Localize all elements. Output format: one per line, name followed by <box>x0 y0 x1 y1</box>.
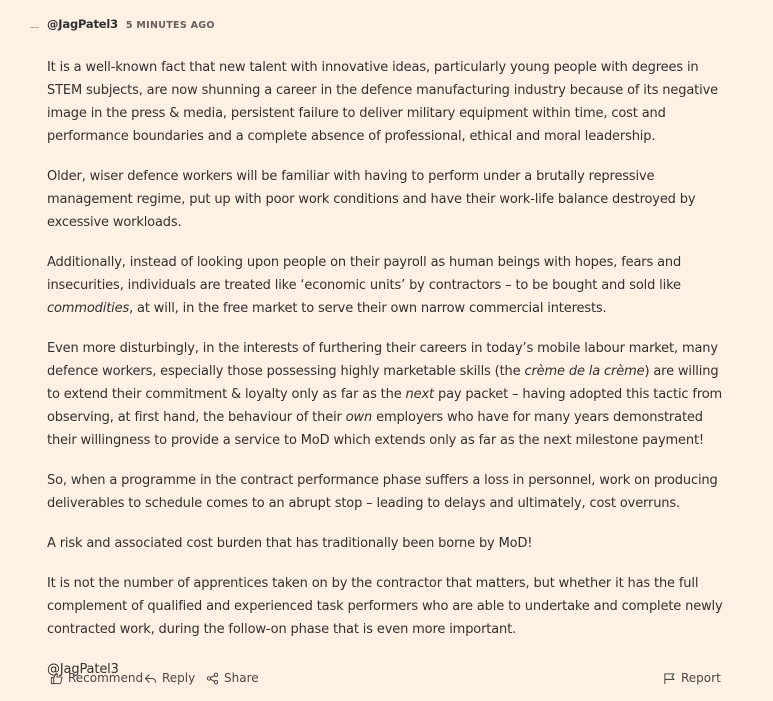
paragraph-text: pay packet – having adopted this tactic from observing, at first hand, the behaviour of their <box>47 387 723 425</box>
comment-paragraph <box>47 56 727 148</box>
comment-paragraph <box>47 572 727 641</box>
paragraph-text: Older, wiser defence workers will be familiar with having to perform under a brutally repressive management regime, put up with poor work conditions and have their work-life balance destroyed by excessive workloads. <box>47 169 696 230</box>
comment-paragraphs <box>47 56 727 641</box>
report-label: Report <box>681 671 721 685</box>
thread-divider <box>30 27 39 28</box>
recommend-label: Recommend <box>68 671 144 685</box>
emphasized-text: crème de la crème <box>524 364 645 379</box>
paragraph-text: Even more disturbingly, in the interests of furthering their careers in today’s mobile labour market, many defence workers, especially those possessing highly marketable skills (the <box>47 341 718 379</box>
thumbs-up-icon <box>50 672 63 685</box>
report-button[interactable] <box>663 671 721 685</box>
emphasized-text: next <box>405 387 434 402</box>
comment-actions <box>47 671 719 689</box>
comment-paragraph <box>47 337 727 452</box>
paragraph-text: , at will, in the free market to serve their own narrow commercial interests. <box>129 301 607 316</box>
paragraph-text: It is not the number of apprentices taken on by the contractor that matters, but whether it has the full complement of qualified and experienced task performers who are able to undertake and complete newly contracted work, during the follow-on phase that is even more important. <box>47 576 723 637</box>
paragraph-text: employers who have for many years demonstrated their willingness to provide a service to MoD which extends only as far as the next milestone payment! <box>47 410 704 448</box>
comment-header <box>47 17 215 35</box>
emphasized-text: commodities <box>47 301 130 316</box>
comment-paragraph <box>47 469 727 515</box>
comment-timestamp: 5 MINUTES AGO <box>125 20 215 31</box>
paragraph-text: Additionally, instead of looking upon people on their payroll as human beings with hopes, fears and insecurities, individuals are treated like ‘economic units’ by contractors – to be bought and sold like <box>47 255 682 293</box>
reply-button[interactable] <box>144 671 195 685</box>
paragraph-text: It is a well-known fact that new talent with innovative ideas, particularly young people with degrees in STEM subjects, are now shunning a career in the defence manufacturing industry because of its negative image in the press & media, persistent failure to deliver military equipment within time, cost and performance boundaries and a complete absence of professional, ethical and moral leadership. <box>47 60 718 144</box>
reply-label: Reply <box>162 671 196 685</box>
comment-paragraph <box>47 251 727 320</box>
comment-body <box>47 56 727 698</box>
paragraph-text: A risk and associated cost burden that has traditionally been borne by MoD! <box>47 536 533 551</box>
share-button[interactable] <box>206 671 259 685</box>
comment-paragraph <box>47 165 727 234</box>
share-label: Share <box>224 671 259 685</box>
reply-arrow-icon <box>144 672 157 685</box>
comment-paragraph <box>47 532 727 555</box>
flag-icon <box>663 672 676 685</box>
paragraph-text: ) are willing to extend their commitment & loyalty only as far as the <box>47 364 719 402</box>
emphasized-text: own <box>345 410 373 425</box>
share-icon <box>206 672 219 685</box>
recommend-button[interactable] <box>50 671 143 685</box>
comment-signature: @JagPatel3 <box>47 662 119 677</box>
paragraph-text: So, when a programme in the contract performance phase suffers a loss in personnel, work on producing deliverables to schedule comes to an abrupt stop – leading to delays and ultimately, cost overruns. <box>47 473 718 511</box>
author-link[interactable]: @JagPatel3 <box>47 17 118 31</box>
